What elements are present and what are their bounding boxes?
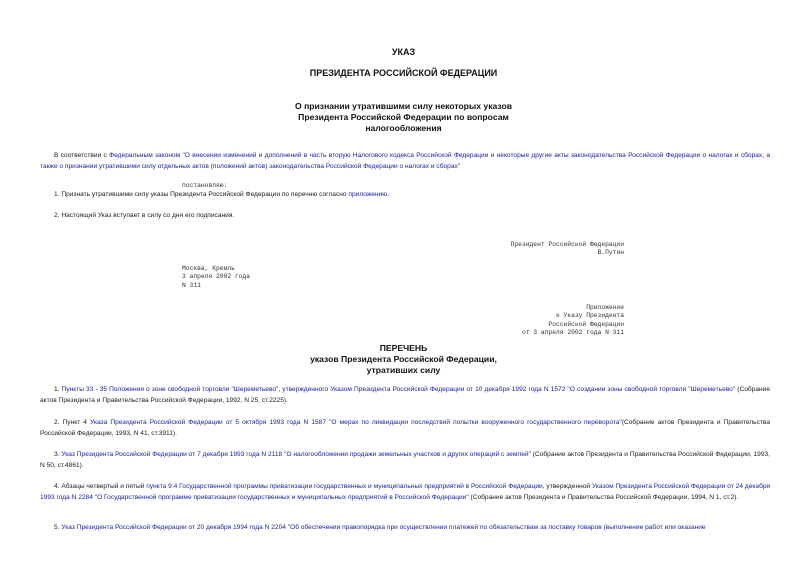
entry-1-link[interactable]: Пункты 33 - 35 Положения о зоне свободной торговли "Шереметьево", утвержденного Указом Президента Российской Федерации от 10 декабря 1992 года N 1572 "О создании зоны свободной торговли "Шереметьево": [61, 386, 736, 393]
entry-2-source: (Собрание актов Президента и Правительства Российской Федерации, 1993, N 41, ст.3911).: [40, 419, 771, 437]
appendix-line-4: от 3 апреля 2002 года N 311: [521, 329, 624, 337]
document-heading: [0, 101, 807, 134]
item-1-end: .: [387, 191, 390, 198]
item-2: 2. Настоящий Указ вступает в силу со дня его подписания.: [54, 212, 235, 219]
entry-5-number: 5.: [54, 524, 62, 531]
preamble-paragraph: [40, 150, 770, 172]
signature-block: [511, 241, 624, 258]
list-title-line-1: ПЕРЕЧЕНЬ: [379, 343, 428, 353]
appendix-link[interactable]: приложению: [348, 191, 388, 198]
signature-position: Президент Российской Федерации: [510, 241, 624, 248]
entry-1-source: (Собрание актов Президента и Правительства Российской Федерации, 1992, N 25, ст.2225).: [40, 386, 770, 404]
appendix-line-1: Приложение: [586, 304, 624, 311]
date: 3 апреля 2002 года: [182, 273, 251, 281]
list-entry-4: [40, 481, 770, 503]
list-title: [0, 343, 807, 376]
entry-5-link[interactable]: Указ Президента Российской Федерации от 20 декабря 1994 года N 2204 "Об обеспечении правопорядка при осуществлении платежей по обязательствам за поставку товаров (выполнение работ или оказание: [61, 524, 706, 531]
entry-3-link[interactable]: Указ Президента Российской Федерации от 7 декабря 1993 года N 2118 "О налогообложении продажи земельных участков и других операций с землей": [61, 451, 531, 458]
decree-number: N 311: [182, 281, 201, 289]
preamble-text: В соответствии с: [54, 152, 110, 159]
item-1-text: 1. Признать утратившими силу указы Президента Российской Федерации по перечню согласно: [54, 191, 349, 198]
entry-4-mid: , утвержденной: [542, 483, 592, 490]
entry-4-link-1[interactable]: пункта 9.4 Государственной программы приватизации государственных и муниципальных предприятий в Российской Федерации: [146, 483, 543, 490]
heading-line-1: О признании утратившими силу некоторых указов: [295, 101, 512, 111]
place: Москва, Кремль: [182, 265, 235, 272]
entry-2-number: 2. Пункт 4: [54, 419, 91, 426]
document-title: УКАЗ: [391, 47, 416, 57]
appendix-line-2: к Указу Президента: [555, 312, 624, 320]
list-entry-3: [40, 449, 770, 471]
entry-4-number: 4. Абзацы четвертый и пятый: [54, 483, 147, 490]
heading-line-3: налогообложения: [365, 123, 442, 133]
signature-name: В.Путин: [597, 249, 624, 257]
list-title-line-2: указов Президента Российской Федерации,: [310, 354, 497, 364]
list-entry-5: [40, 522, 770, 533]
entry-2-link[interactable]: Указа Президента Российской Федерации от 5 октября 1993 года N 1587 "О мерах по ликвидации последствий попытки вооруженного государственного переворота": [90, 419, 622, 426]
entry-3-number: 3.: [54, 451, 62, 458]
federal-law-link[interactable]: Федеральным законом "О внесении изменений и дополнений в часть вторую Налогового кодекса Российской Федерации и некоторые другие акты законодательства Российской Федерации о налогах и сборах, а также о признании утратившими силу отдельных актов (положений актов) законодательства Российской Федерации о налогах и сборах": [40, 152, 770, 170]
item-1: [54, 191, 389, 198]
list-entry-2: [40, 417, 770, 439]
list-entry-1: [40, 384, 770, 406]
heading-line-2: Президента Российской Федерации по вопросам: [298, 112, 509, 122]
entry-3-source: (Собрание актов Президента и Правительства Российской Федерации, 1993, N 50, ст.4861).: [40, 451, 770, 469]
decree-word: постановляю:: [182, 182, 228, 189]
appendix-line-3: Российской Федерации: [548, 320, 624, 328]
entry-1-number: 1.: [54, 386, 62, 393]
appendix-block: [522, 304, 624, 338]
document-subtitle: ПРЕЗИДЕНТА РОССИЙСКОЙ ФЕДЕРАЦИИ: [309, 68, 498, 78]
entry-4-source: (Собрание актов Президента и Правительства Российской Федерации, 1994, N 1, ст.2).: [468, 494, 739, 501]
place-date-block: [182, 265, 250, 290]
list-title-line-3: утративших силу: [366, 365, 441, 375]
entry-4-link-2[interactable]: Указом Президента Российской Федерации от 24 декабря 1993 года N 2284 "О Государственной программе приватизации государственных и муниципальных предприятий в Российской Федерации": [40, 483, 771, 501]
